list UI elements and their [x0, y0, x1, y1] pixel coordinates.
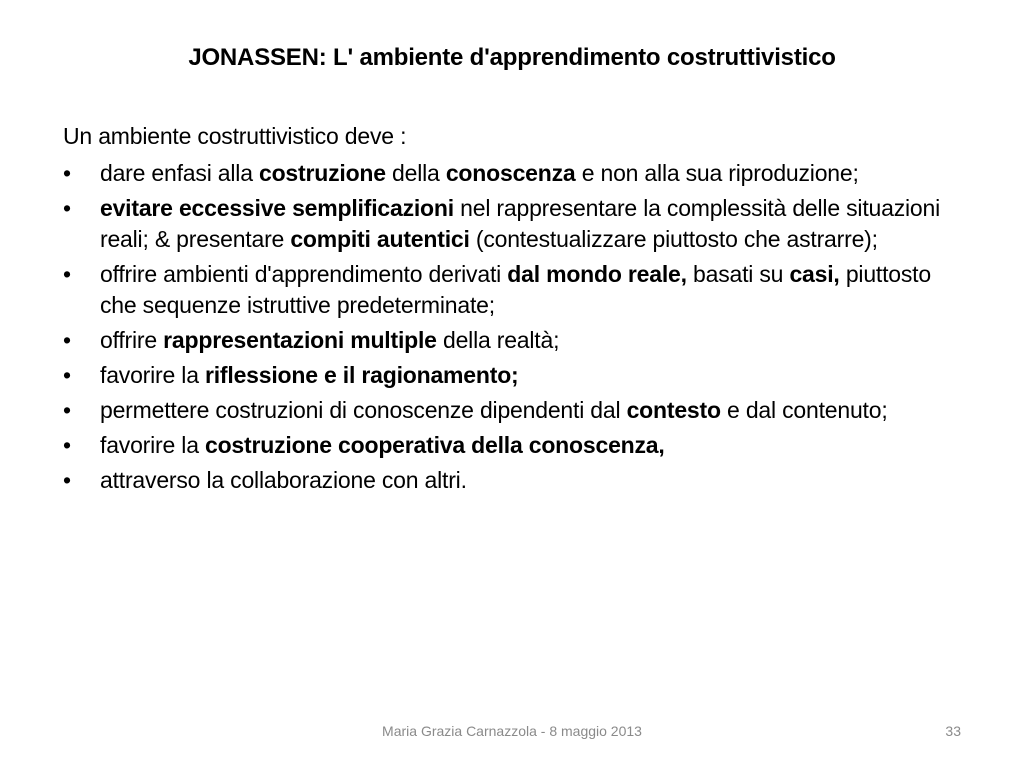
bullet-text: basati su	[686, 261, 790, 287]
bullet-text: (contestualizzare piuttosto che astrarre);	[469, 226, 878, 252]
page-number: 33	[945, 723, 961, 739]
bullet-item	[63, 465, 963, 496]
bullet-text-bold: contesto	[626, 397, 721, 423]
bullet-text-bold: riflessione e il ragionamento;	[204, 362, 519, 388]
bullet-text: nel rappresentare la complessità delle situazioni reali; & presentare	[100, 195, 941, 252]
bullet-dot-icon: •	[63, 160, 71, 186]
slide-title: JONASSEN: L' ambiente d'apprendimento costruttivistico	[188, 44, 836, 71]
bullet-list	[63, 158, 963, 496]
bullet-text-bold: dal mondo reale,	[507, 261, 687, 287]
bullet-dot-icon: •	[63, 327, 71, 353]
bullet-text: dare enfasi alla	[100, 160, 259, 186]
bullet-text: offrire ambienti d'apprendimento derivati	[100, 261, 508, 287]
bullet-text-bold: rappresentazioni multiple	[163, 327, 437, 353]
bullet-text-bold: conoscenza	[445, 160, 576, 186]
bullet-text-bold: costruzione cooperativa della conoscenza,	[204, 432, 665, 458]
footer-text: Maria Grazia Carnazzola - 8 maggio 2013	[382, 723, 642, 739]
bullet-item	[63, 193, 963, 255]
bullet-dot-icon: •	[63, 432, 71, 458]
bullet-text-bold: casi,	[789, 261, 840, 287]
bullet-item	[63, 158, 963, 189]
slide-body	[63, 121, 963, 500]
bullet-text: permettere costruzioni di conoscenze dipendenti dal	[100, 397, 627, 423]
bullet-text: della	[385, 160, 446, 186]
bullet-text: favorire la	[100, 362, 205, 388]
bullet-text: attraverso la collaborazione con altri.	[100, 467, 467, 493]
bullet-dot-icon: •	[63, 467, 71, 493]
bullet-dot-icon: •	[63, 261, 71, 287]
bullet-item	[63, 325, 963, 356]
bullet-item	[63, 360, 963, 391]
bullet-dot-icon: •	[63, 397, 71, 423]
bullet-text: della realtà;	[436, 327, 560, 353]
bullet-text: piuttosto che sequenze istruttive predeterminate;	[100, 261, 931, 318]
bullet-text-bold: compiti autentici	[290, 226, 470, 252]
intro-text: Un ambiente costruttivistico deve :	[63, 123, 407, 149]
bullet-text: offrire	[100, 327, 164, 353]
bullet-dot-icon: •	[63, 362, 71, 388]
bullet-item	[63, 430, 963, 461]
bullet-text-bold: evitare eccessive semplificazioni	[100, 195, 454, 221]
bullet-dot-icon: •	[63, 195, 71, 221]
bullet-text: e dal contenuto;	[720, 397, 888, 423]
bullet-text: e non alla sua riproduzione;	[575, 160, 859, 186]
bullet-item	[63, 395, 963, 426]
bullet-item	[63, 259, 963, 321]
bullet-text: favorire la	[100, 432, 205, 458]
bullet-text-bold: costruzione	[258, 160, 386, 186]
